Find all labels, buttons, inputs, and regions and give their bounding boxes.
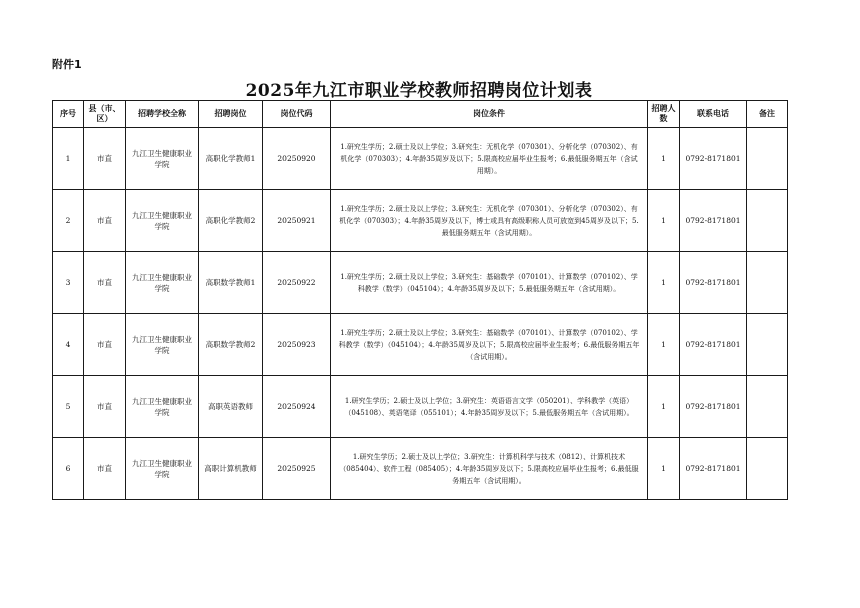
cell-county: 市直	[84, 438, 126, 500]
cell-count: 1	[648, 376, 680, 438]
cell-phone: 0792-8171801	[680, 128, 747, 190]
cell-code: 20250924	[263, 376, 331, 438]
cell-count: 1	[648, 190, 680, 252]
table-row	[53, 376, 788, 438]
cell-seq: 6	[53, 438, 84, 500]
page-title: 2025年九江市职业学校教师招聘岗位计划表	[245, 81, 593, 101]
cell-requirements: 1.研究生学历；2.硕士及以上学位；3.研究生：基础数学（070101）、计算数学（070102）、学科教学（数学）（045104）；4.年龄35周岁及以下；5.限高校应届毕业生报考；6.最低服务期五年（含试用期）。	[331, 314, 648, 376]
cell-count: 1	[648, 252, 680, 314]
cell-code: 20250922	[263, 252, 331, 314]
cell-school: 九江卫生健康职业学院	[126, 438, 199, 500]
cell-count: 1	[648, 438, 680, 500]
cell-code: 20250920	[263, 128, 331, 190]
cell-remark	[747, 438, 788, 500]
cell-phone: 0792-8171801	[680, 190, 747, 252]
cell-phone: 0792-8171801	[680, 376, 747, 438]
header-county: 县（市、区）	[84, 101, 126, 128]
cell-seq: 5	[53, 376, 84, 438]
cell-phone: 0792-8171801	[680, 438, 747, 500]
cell-count: 1	[648, 314, 680, 376]
cell-county: 市直	[84, 190, 126, 252]
table-row	[53, 190, 788, 252]
cell-code: 20250921	[263, 190, 331, 252]
cell-remark	[747, 190, 788, 252]
cell-requirements: 1.研究生学历；2.硕士及以上学位；3.研究生：无机化学（070301）、分析化学（070302）、有机化学（070303）；4.年龄35周岁及以下，博士或具有高级职称人员可放宽到45周岁及以下；5.最低服务期五年（含试用期）。	[331, 190, 648, 252]
cell-post: 高职英语教师	[199, 376, 263, 438]
cell-post: 高职化学教师2	[199, 190, 263, 252]
table-row	[53, 128, 788, 190]
recruitment-table	[52, 100, 788, 500]
cell-seq: 1	[53, 128, 84, 190]
header-post: 招聘岗位	[199, 101, 263, 128]
cell-county: 市直	[84, 252, 126, 314]
header-school: 招聘学校全称	[126, 101, 199, 128]
cell-post: 高职化学教师1	[199, 128, 263, 190]
cell-county: 市直	[84, 376, 126, 438]
cell-seq: 3	[53, 252, 84, 314]
header-code: 岗位代码	[263, 101, 331, 128]
cell-phone: 0792-8171801	[680, 314, 747, 376]
cell-remark	[747, 252, 788, 314]
cell-code: 20250925	[263, 438, 331, 500]
cell-county: 市直	[84, 314, 126, 376]
cell-school: 九江卫生健康职业学院	[126, 128, 199, 190]
cell-count: 1	[648, 128, 680, 190]
cell-county: 市直	[84, 128, 126, 190]
cell-phone: 0792-8171801	[680, 252, 747, 314]
header-remark: 备注	[747, 101, 788, 128]
cell-remark	[747, 128, 788, 190]
header-count: 招聘人数	[648, 101, 680, 128]
header-phone: 联系电话	[680, 101, 747, 128]
table-row	[53, 252, 788, 314]
cell-post: 高职数学教师2	[199, 314, 263, 376]
table-header-row	[53, 101, 788, 128]
attachment-label: 附件1	[52, 58, 82, 71]
cell-post: 高职数学教师1	[199, 252, 263, 314]
header-requirements: 岗位条件	[331, 101, 648, 128]
cell-remark	[747, 314, 788, 376]
cell-requirements: 1.研究生学历；2.硕士及以上学位；3.研究生：英语语言文学（050201）、学科教学（英语）（045108）、英语笔译（055101）；4.年龄35周岁及以下；5.最低服务期五年（含试用期）。	[331, 376, 648, 438]
cell-seq: 4	[53, 314, 84, 376]
cell-requirements: 1.研究生学历；2.硕士及以上学位；3.研究生：无机化学（070301）、分析化学（070302）、有机化学（070303）；4.年龄35周岁及以下；5.限高校应届毕业生报考；6.最低服务期五年（含试用期）。	[331, 128, 648, 190]
cell-seq: 2	[53, 190, 84, 252]
table-row	[53, 314, 788, 376]
cell-school: 九江卫生健康职业学院	[126, 314, 199, 376]
table-row	[53, 438, 788, 500]
cell-code: 20250923	[263, 314, 331, 376]
header-seq: 序号	[53, 101, 84, 128]
cell-school: 九江卫生健康职业学院	[126, 252, 199, 314]
cell-post: 高职计算机教师	[199, 438, 263, 500]
cell-school: 九江卫生健康职业学院	[126, 376, 199, 438]
cell-remark	[747, 376, 788, 438]
cell-requirements: 1.研究生学历；2.硕士及以上学位；3.研究生：计算机科学与技术（0812）、计算机技术（085404）、软件工程（085405）；4.年龄35周岁及以下；5.限高校应届毕业生报考；6.最低服务期五年（含试用期）。	[331, 438, 648, 500]
cell-school: 九江卫生健康职业学院	[126, 190, 199, 252]
cell-requirements: 1.研究生学历；2.硕士及以上学位；3.研究生：基础数学（070101）、计算数学（070102）、学科教学（数学）（045104）；4.年龄35周岁及以下；5.最低服务期五年（含试用期）。	[331, 252, 648, 314]
